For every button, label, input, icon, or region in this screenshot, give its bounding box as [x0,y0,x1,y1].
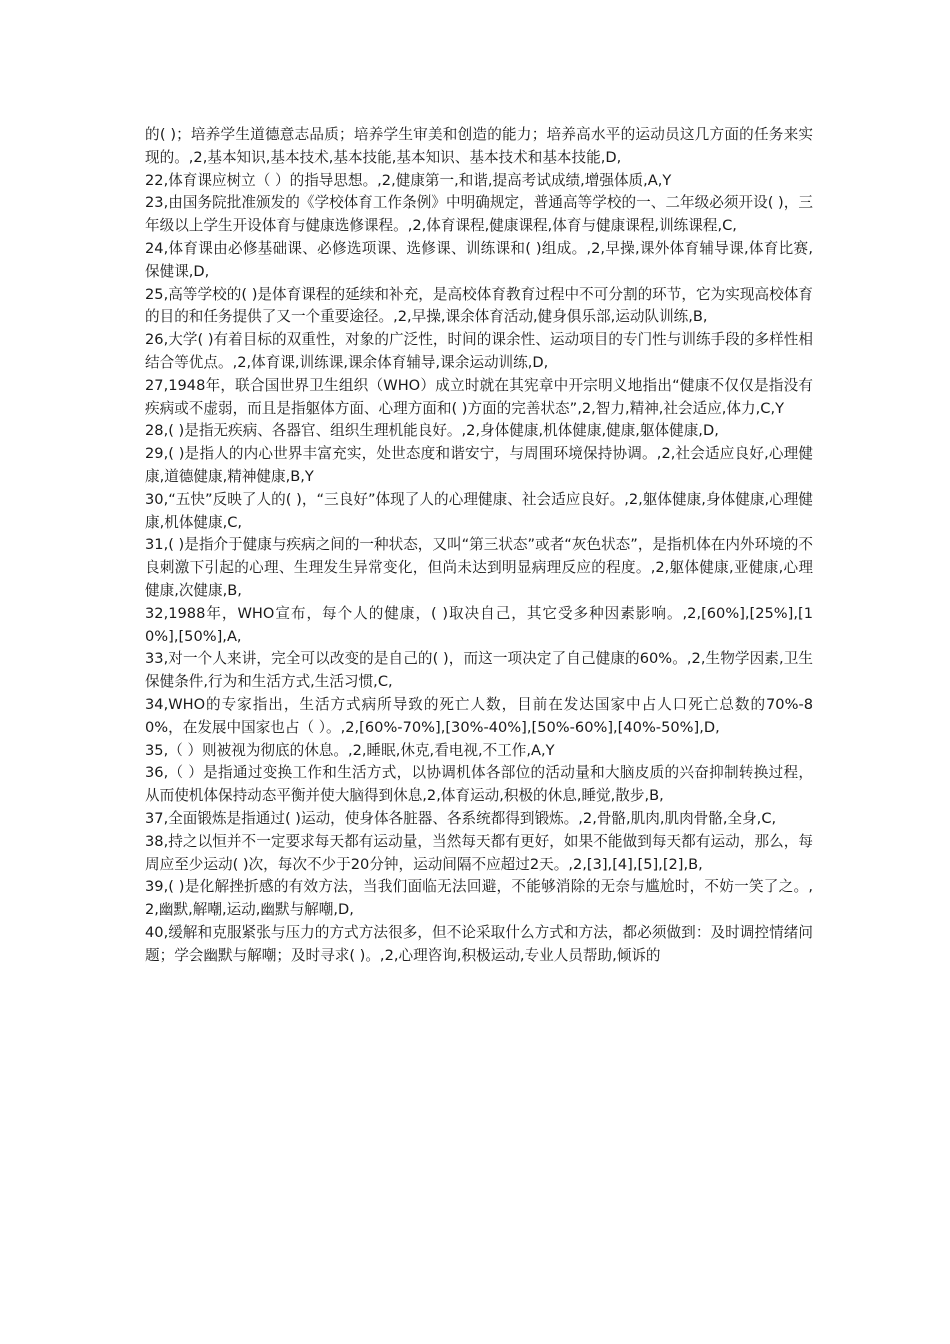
question-39: 39,( )是化解挫折感的有效方法，当我们面临无法回避，不能够消除的无奈与尴尬时，不妨一笑了之。,2,幽默,解嘲,运动,幽默与解嘲,D, [145,878,813,919]
question-28: 28,( )是指无疾病、各器官、组织生理机能良好。,2,身体健康,机体健康,健康,躯体健康,D, [145,422,719,440]
question-27: 27,1948年，联合国世界卫生组织（WHO）成立时就在其宪章中开宗明义地指出“健康不仅仅是指没有疾病或不虚弱，而且是指躯体方面、心理方面和( )方面的完善状态”,2,智力,精神,社会适应,体力,C,Y [145,376,813,417]
question-26: 26,大学( )有着目标的双重性，对象的广泛性，时间的课余性、运动项目的专门性与训练手段的多样性相结合等优点。,2,体育课,训练课,课余体育辅导,课余运动训练,D, [145,331,813,371]
question-37: 37,全面锻炼是指通过( )运动，使身体各脏器、各系统都得到锻炼。,2,骨骼,肌肉,肌肉骨骼,全身,C, [145,809,777,827]
question-34: 34,WHO的专家指出，生活方式病所导致的死亡人数，目前在发达国家中占人口死亡总数的70%-80%，在发展中国家也占（ ）。,2,[60%-70%],[30%-40%],[50%-60%],[40%-50%],D, [145,695,813,736]
paragraph-continued: 的( )；培养学生道德意志品质；培养学生审美和创造的能力；培养高水平的运动员这几方面的任务来实现的。,2,基本知识,基本技术,基本技能,基本知识、基本技术和基本技能,D, [145,126,813,166]
question-40: 40,缓解和克服紧张与压力的方式方法很多，但不论采取什么方式和方法，都必须做到：及时调控情绪问题；学会幽默与解嘲；及时寻求( )。,2,心理咨询,积极运动,专业人员帮助,倾诉的 [145,923,813,964]
question-35: 35,（ ）则被视为彻底的休息。,2,睡眠,休克,看电视,不工作,A,Y [145,741,555,759]
question-33: 33,对一个人来讲，完全可以改变的是自己的( )，而这一项决定了自己健康的60%。,2,生物学因素,卫生保健条件,行为和生活方式,生活习惯,C, [145,650,813,691]
question-32: 32,1988年，WHO宣布，每个人的健康，( )取决自己，其它受多种因素影响。,2,[60%],[25%],[10%],[50%],A, [145,604,813,645]
question-36: 36,（ ）是指通过变换工作和生活方式，以协调机体各部位的活动量和大脑皮质的兴奋抑制转换过程，从而使机体保持动态平衡并使大脑得到休息,2,体育运动,积极的休息,睡觉,散步,B, [145,764,813,805]
question-31: 31,( )是指介于健康与疾病之间的一种状态，又叫“第三状态”或者“灰色状态”，是指机体在内外环境的不良刺激下引起的心理、生理发生异常变化，但尚未达到明显病理反应的程度。,2,躯体健康,亚健康,心理健康,次健康,B, [145,536,813,599]
question-23: 23,由国务院批准颁发的《学校体育工作条例》中明确规定，普通高等学校的一、二年级必须开设( )，三年级以上学生开设体育与健康选修课程。,2,体育课程,健康课程,体育与健康课程,训练课程,C, [145,194,813,235]
question-24: 24,体育课由必修基础课、必修选项课、选修课、训练课和( )组成。,2,早操,课外体育辅导课,体育比赛,保健课,D, [145,239,813,280]
question-38: 38,持之以恒并不一定要求每天都有运动量，当然每天都有更好，如果不能做到每天都有运动，那么，每周应至少运动( )次，每次不少于20分钟，运动间隔不应超过2天。,2,[3],[4],[5],[2],B, [145,832,813,873]
question-25: 25,高等学校的( )是体育课程的延续和补充，是高校体育教育过程中不可分割的环节，它为实现高校体育的目的和任务提供了又一个重要途径。,2,早操,课余体育活动,健身俱乐部,运动队训练,B, [145,285,813,326]
question-29: 29,( )是指人的内心世界丰富充实，处世态度和谐安宁，与周围环境保持协调。,2,社会适应良好,心理健康,道德健康,精神健康,B,Y [145,445,813,485]
question-30: 30,“五快”反映了人的( )，“三良好”体现了人的心理健康、社会适应良好。,2,躯体健康,身体健康,心理健康,机体健康,C, [145,490,813,531]
question-list [145,124,813,967]
question-22: 22,体育课应树立（ ）的指导思想。,2,健康第一,和谐,提高考试成绩,增强体质,A,Y [145,171,672,189]
